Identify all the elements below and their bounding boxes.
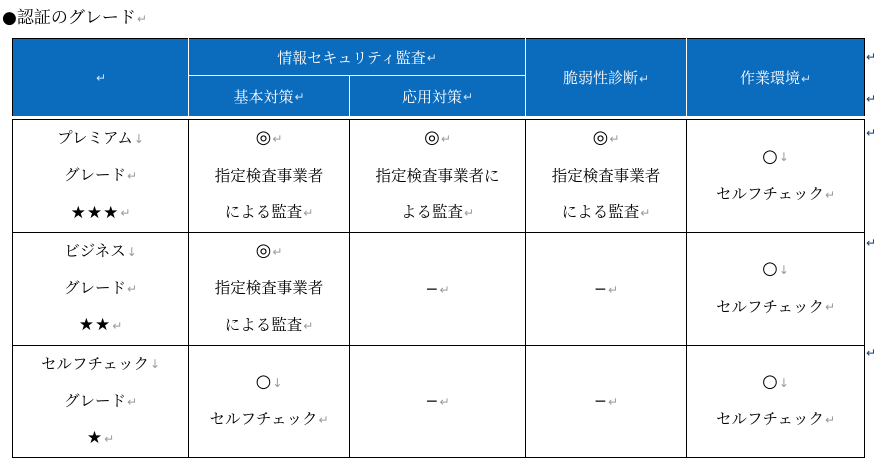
circle-icon: ○ [762,145,778,167]
cell-vulnerability [526,345,687,458]
row-end-mark-icon: ↵ [866,92,877,106]
cell-basic-measures: ○↓ セルフチェック↵ [189,345,350,458]
header-infosec-audit: 情報セキュリティ監査↵ [189,39,526,76]
one-star-rating-icon: ★ [86,428,104,448]
line-break-icon: ↓ [778,375,789,390]
row-end-mark-icon: ↵ [866,50,877,64]
line-break-icon: ↓ [272,375,283,390]
header-vulnerability-assessment: 脆弱性診断↵ [526,39,687,117]
line-break-icon: ↓ [778,263,789,278]
double-circle-icon: ◎ [592,127,609,149]
paragraph-mark-icon: ↵ [462,90,474,104]
certification-grade-table [12,38,865,458]
two-star-rating-icon: ★★ [78,315,112,336]
paragraph-mark-icon: ↵ [607,395,619,410]
table-row [13,345,865,458]
line-break-icon: ↓ [133,131,144,146]
paragraph-mark-icon: ↵ [825,413,836,428]
paragraph-mark-icon: ↵ [638,71,650,86]
header-applied-measures: 応用対策↵ [350,76,526,117]
grade-cell-self-check: セルフチェック↓ グレード↵ ★↵ [13,345,189,458]
cell-work-environment: ○↓ セルフチェック↵ [687,120,865,233]
paragraph-mark-icon: ↵ [104,431,115,446]
header-basic-measures: 基本対策↵ [189,76,350,117]
paragraph-mark-icon: ↵ [294,90,305,104]
dash-icon: − [593,392,607,411]
row-end-mark-icon: ↵ [866,236,877,250]
double-circle-icon: ◎ [255,240,272,262]
paragraph-mark-icon: ↵ [609,132,620,147]
paragraph-mark-icon: ↵ [463,205,475,220]
line-break-icon: ↓ [126,244,137,259]
paragraph-mark-icon: ↵ [303,205,314,220]
paragraph-mark-icon: ↵ [303,318,314,333]
cell-basic-measures: ◎↵ 指定検査事業者 による監査↵ [189,120,350,233]
line-break-icon: ↓ [149,357,161,372]
circle-icon: ○ [762,258,778,280]
cell-applied-measures [350,232,526,345]
grade-cell-business: ビジネス↓ グレード↵ ★★↵ [13,232,189,345]
double-circle-icon: ◎ [424,127,440,149]
cell-vulnerability [526,232,687,345]
circle-icon: ○ [255,371,272,393]
paragraph-mark-icon: ↵ [439,395,450,410]
header-work-environment: 作業環境↵ [687,39,865,117]
paragraph-mark-icon: ↵ [272,244,283,259]
paragraph-mark-icon: ↵ [272,132,283,147]
paragraph-mark-icon: ↵ [126,394,138,409]
double-circle-icon: ◎ [255,127,272,149]
cell-work-environment: ○↓ セルフチェック↵ [687,345,865,458]
paragraph-mark-icon: ↵ [800,71,812,86]
dash-icon: − [425,279,439,298]
paragraph-mark-icon: ↵ [120,206,131,221]
paragraph-mark-icon: ↵ [426,51,437,65]
paragraph-mark-icon: ↵ [112,319,123,333]
paragraph-mark-icon: ↵ [440,132,451,147]
paragraph-mark-icon: ↵ [126,281,138,296]
paragraph-mark-icon: ↵ [318,413,329,428]
cell-vulnerability: ◎↵ 指定検査事業者 による監査↵ [526,120,687,233]
paragraph-mark-icon: ↵ [126,169,138,183]
table-row [13,120,865,233]
table-row [13,232,865,345]
cell-basic-measures: ◎↵ 指定検査事業者 による監査↵ [189,232,350,345]
paragraph-mark-icon: ↵ [439,282,450,297]
paragraph-mark-icon: ↵ [607,282,619,297]
row-end-mark-icon: ↵ [866,346,877,360]
row-end-mark-icon: ↵ [866,126,877,140]
paragraph-mark-icon: ↵ [825,187,836,202]
dash-icon: − [593,279,607,298]
cell-work-environment: ○↓ セルフチェック↵ [687,232,865,345]
line-break-icon: ↓ [778,150,789,165]
paragraph-mark-icon: ↵ [825,300,836,315]
paragraph-mark-icon: ↵ [136,11,147,26]
grade-cell-premium: プレミアム↓ グレード↵ ★★★↵ [13,120,189,233]
three-star-rating-icon: ★★★ [70,202,120,223]
paragraph-mark-icon: ↵ [640,205,651,220]
cell-applied-measures [350,345,526,458]
dash-icon: − [425,392,439,411]
circle-icon: ○ [762,371,778,393]
paragraph-mark-icon: ↵ [95,71,107,85]
header-empty-cell [13,39,189,117]
cell-applied-measures: ◎↵ 指定検査事業者に よる監査↵ [350,120,526,233]
section-title: ●認証のグレード↵ [2,8,147,28]
